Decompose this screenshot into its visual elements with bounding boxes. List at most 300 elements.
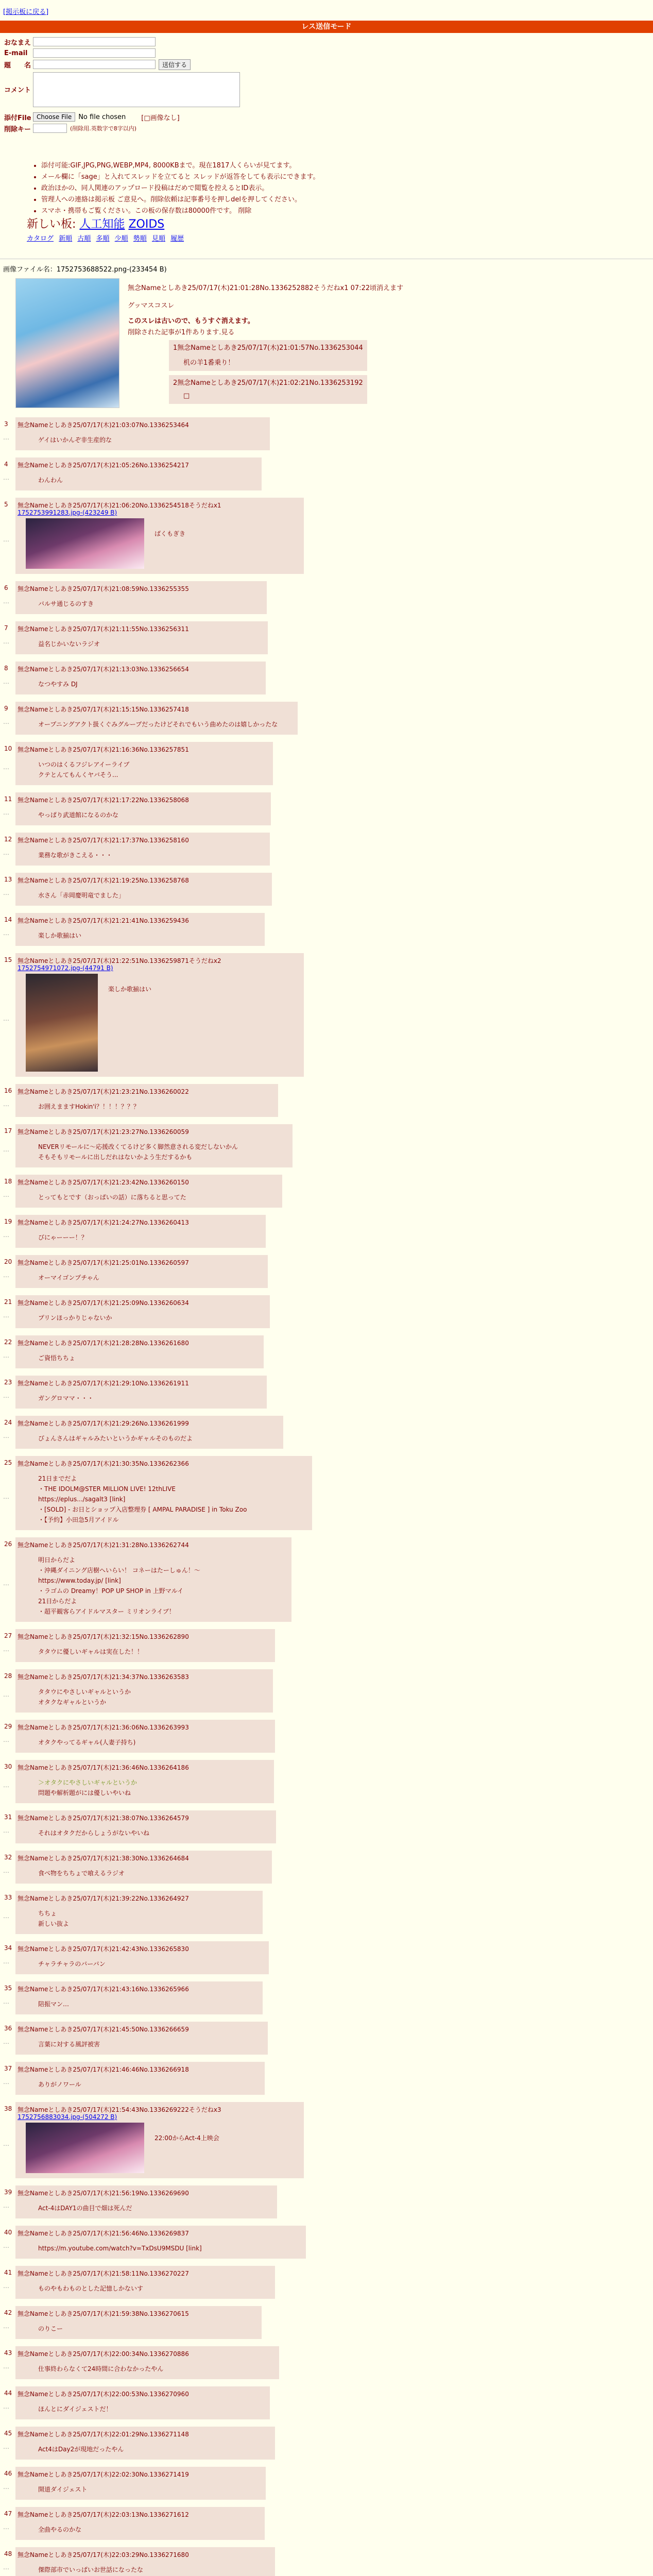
reply-body-line: ・超平観客らアイドルマスター ミリオンライブ！ — [38, 1608, 175, 1615]
reply-body-line: ありがノワール — [38, 2081, 81, 2088]
file-status: No file chosen — [78, 113, 126, 121]
reply-gutter-mark: … — [3, 718, 9, 725]
reply-body-line: いつのはくるフジレアイーライブ — [38, 761, 130, 768]
reply-post — [4, 2226, 306, 2259]
reply-number: 46 — [4, 2470, 12, 2477]
reply-post — [4, 2266, 275, 2299]
op-deleted-note: 削除された記事が1件あります.見る — [128, 329, 235, 336]
reply-post — [4, 1376, 267, 1409]
reply-header[interactable]: 無念Nameとしあき25/07/17(木)21:54:43No.1336269222そうだねx3 — [18, 2106, 221, 2113]
quote-reply-1 — [169, 340, 367, 371]
reply-header[interactable]: 無念Nameとしあき25/07/17(木)21:38:07No.1336264579 — [18, 1815, 189, 1822]
reply-gutter-mark: … — [3, 2140, 9, 2147]
reply-number: 28 — [4, 1672, 12, 1680]
reply-number: 18 — [4, 1178, 12, 1185]
op-header: 無念Nameとしあき25/07/17(木)21:01:28No.1336252882そうだねx1 07:22頃消えます — [128, 284, 404, 292]
reply-header[interactable]: 無念Nameとしあき25/07/17(木)21:59:38No.1336270615 — [18, 2310, 189, 2317]
reply-file-link[interactable]: 1752756883034.jpg-(504272 B) — [18, 2113, 117, 2121]
reply-body-line: チャラチャラのバーバン — [38, 1960, 106, 1968]
reply-post — [4, 2185, 277, 2218]
reply-body-line: 明日からだよ — [38, 1556, 76, 1564]
reply-gutter-mark: … — [3, 1432, 9, 1439]
reply-number: 15 — [4, 956, 12, 963]
reply-gutter-mark: … — [3, 1867, 9, 1874]
sort-new-link[interactable]: 新順 — [59, 235, 73, 243]
catalog-links — [27, 233, 187, 243]
reply-gutter-mark: … — [3, 1691, 9, 1698]
reply-post — [4, 2427, 275, 2460]
reply-body-line: 22:00からAct-4上映会 — [154, 2134, 219, 2142]
comment-textarea[interactable] — [33, 72, 240, 107]
reply-number: 45 — [4, 2430, 12, 2437]
reply-gutter-mark: … — [3, 434, 9, 441]
reply-body-line: バルサ通じるのすき — [38, 600, 94, 607]
reply-gutter-mark: … — [3, 1998, 9, 2005]
reply-body-line: ゲイはいかんぞ非生産的な — [38, 436, 112, 444]
reply-post — [4, 1851, 272, 1884]
reply-gutter-mark: … — [3, 1736, 9, 1743]
reply-number: 43 — [4, 2349, 12, 2357]
reply-post — [4, 833, 270, 866]
reply-body-line: 楽しか歌揃はい — [38, 932, 82, 939]
reply-post — [4, 2102, 304, 2178]
reply-number: 19 — [4, 1218, 12, 1225]
reply-number: 29 — [4, 1723, 12, 1730]
reply-body-line: クテとんてもんくヤバそう... — [38, 771, 118, 778]
reply-number: 42 — [4, 2309, 12, 2316]
reply-number: 14 — [4, 916, 12, 923]
reply-gutter-mark: … — [3, 2443, 9, 2450]
submit-button[interactable]: 送信する — [159, 59, 191, 70]
sort-many-link[interactable]: 多順 — [96, 235, 110, 243]
reply-gutter-mark: … — [3, 2202, 9, 2209]
note-item: • メール欄に「sage」と入れてスレッドを立てると スレッドが返答をしても表示にできます。 — [41, 172, 402, 183]
quote-reply-2 — [169, 375, 367, 404]
quote-header: 2無念Nameとしあき25/07/17(木)21:02:21No.1336253192 — [173, 379, 363, 387]
reply-gutter-mark: … — [3, 536, 9, 543]
reply-post — [4, 2386, 270, 2419]
reply-body-line: 問題や解析題がには優しいやいね — [38, 1789, 131, 1797]
name-input[interactable] — [33, 37, 156, 46]
reply-body-line: わんわん — [38, 477, 63, 484]
reply-gutter-mark: … — [3, 1392, 9, 1399]
reply-number: 5 — [4, 501, 8, 508]
reply-body-line: タタウに優しいギャルは実在した！！ — [38, 1648, 144, 1655]
catalog-link[interactable]: カタログ — [27, 235, 54, 243]
reply-gutter-mark: … — [3, 2363, 9, 2370]
back-to-board-link[interactable]: [掲示板に戻る] — [3, 8, 49, 16]
reply-post — [4, 2062, 265, 2095]
reply-number: 39 — [4, 2189, 12, 2196]
reply-body-line: びょんさんはギャルみたいというかギャルそのものだよ — [38, 1435, 193, 1442]
reply-body-line: 言葉に対する風評被害 — [38, 2041, 100, 2048]
board-link-zoids[interactable]: ZOIDS — [128, 218, 165, 231]
reply-number: 32 — [4, 1854, 12, 1861]
reply-header[interactable]: 無念Nameとしあき25/07/17(木)21:58:11No.1336270227 — [18, 2270, 189, 2277]
reply-number: 13 — [4, 876, 12, 883]
reply-number: 6 — [4, 584, 8, 591]
reply-gutter-mark: … — [3, 1580, 9, 1587]
reply-body-line: ご資悟ちちょ — [38, 1354, 76, 1362]
reply-gutter-mark: … — [3, 1782, 9, 1789]
reply-header[interactable]: 無念Nameとしあき25/07/17(木)22:03:13No.1336271612 — [18, 2511, 189, 2518]
reply-header[interactable]: 無念Nameとしあき25/07/17(木)21:08:59No.1336255355 — [18, 585, 189, 592]
choose-file-button[interactable]: Choose File — [33, 112, 75, 122]
reply-post — [4, 457, 262, 490]
reply-post — [4, 621, 268, 654]
reply-number: 24 — [4, 1419, 12, 1426]
reply-post — [4, 1175, 282, 1208]
reply-number: 30 — [4, 1763, 12, 1770]
quote-header: 1無念Nameとしあき25/07/17(木)21:01:57No.1336253044 — [173, 344, 363, 352]
reply-header[interactable]: 無念Nameとしあき25/07/17(木)21:36:06No.1336263993 — [18, 1724, 189, 1731]
reply-gutter-mark: … — [3, 1312, 9, 1319]
reply-body-line: オタクなギャルというか — [38, 1699, 107, 1706]
note-item: • 政治ほかの、同人関連のアップロード投稿はだめで閲覧を控えるとID表示。 — [41, 183, 402, 194]
reply-header[interactable]: 無念Nameとしあき25/07/17(木)21:16:36No.1336257851 — [18, 746, 189, 753]
reply-number: 33 — [4, 1894, 12, 1901]
reply-post — [4, 873, 272, 906]
reply-header[interactable]: 無念Nameとしあき25/07/17(木)22:03:29No.1336271680 — [18, 2551, 189, 2558]
reply-gutter-mark: … — [3, 2242, 9, 2249]
reply-header[interactable]: 無念Nameとしあき25/07/17(木)21:23:21No.1336260022 — [18, 1088, 189, 1095]
history-link[interactable]: 履歴 — [170, 235, 184, 243]
reply-header[interactable]: 無念Nameとしあき25/07/17(木)21:25:09No.1336260634 — [18, 1299, 189, 1307]
reply-header[interactable]: 無念Nameとしあき25/07/17(木)21:15:15No.1336257418 — [18, 706, 189, 713]
reply-body-line: ・THE IDOLM@STER MILLION LIVE! 12thLIVE — [38, 1485, 176, 1493]
reply-number: 35 — [4, 1985, 12, 1992]
reply-header[interactable]: 無念Nameとしあき25/07/17(木)21:56:19No.1336269690 — [18, 2190, 189, 2197]
reply-post — [4, 742, 273, 785]
reply-number: 8 — [4, 665, 8, 672]
reply-post — [4, 953, 304, 1077]
reply-post — [4, 1215, 266, 1248]
reply-number: 41 — [4, 2269, 12, 2276]
reply-number: 12 — [4, 836, 12, 843]
op-old-warning: このスレは古いので、もうすぐ消えます。 — [128, 317, 254, 325]
new-boards — [27, 215, 164, 231]
reply-body-line: ・【予約】小田急5月アイドル — [38, 1516, 119, 1523]
reply-gutter-mark: … — [3, 474, 9, 481]
reply-header[interactable]: 無念Nameとしあき25/07/17(木)21:29:10No.1336261911 — [18, 1380, 189, 1387]
reply-body-line: NEVERリモールに～応援改くてるけど多く脚然意される変だしないかん — [38, 1143, 238, 1150]
reply-gutter-mark: … — [3, 1352, 9, 1359]
reply-header[interactable]: 無念Nameとしあき25/07/17(木)21:23:42No.1336260150 — [18, 1179, 189, 1186]
reply-body-line: ほんとにダイジェストだ！ — [38, 2405, 112, 2413]
delkey-note: (削除用.英数字で8字以内) — [70, 125, 137, 132]
reply-thumbnail[interactable] — [26, 2123, 144, 2173]
reply-header[interactable]: 無念Nameとしあき25/07/17(木)22:00:53No.1336270960 — [18, 2391, 189, 2398]
board-link-ai[interactable]: 人工知能 — [79, 218, 125, 231]
reply-post — [4, 2346, 279, 2379]
reply-body-line[interactable]: https://www.today.jp/ [link] — [38, 1577, 121, 1584]
reply-body-line: オタクやってるギャル(人妻子持ち) — [38, 1739, 136, 1746]
reply-header[interactable]: 無念Nameとしあき25/07/17(木)21:21:41No.1336259436 — [18, 917, 189, 924]
reply-body-line: ・沖縄ダイニング店樹へいらい！ コネーはたーしゅん！～ — [38, 1567, 200, 1574]
reply-post — [4, 1416, 283, 1449]
reply-number: 47 — [4, 2510, 12, 2517]
reply-file-link[interactable]: 1752754971072.jpg-(44791 B) — [18, 964, 113, 972]
reply-gutter-mark: … — [3, 1231, 9, 1239]
reply-body-line: オーマイゴンプチゃん — [38, 1274, 99, 1281]
email-label: E-mail — [4, 49, 28, 57]
reply-body-line: 21日からだよ — [38, 1598, 77, 1605]
reply-body-line: ばくもぎき — [154, 530, 186, 537]
reply-header[interactable]: 無念Nameとしあき25/07/17(木)21:42:43No.1336265830 — [18, 1945, 189, 1953]
reply-header[interactable]: 無念Nameとしあき25/07/17(木)21:39:22No.1336264927 — [18, 1895, 189, 1902]
reply-gutter-mark: … — [3, 1493, 9, 1500]
reply-post — [4, 1295, 270, 1328]
reply-post — [4, 1669, 273, 1713]
reply-gutter-mark: … — [3, 2282, 9, 2290]
reply-number: 11 — [4, 795, 12, 803]
reply-post — [4, 2467, 266, 2500]
reply-gutter-mark: … — [3, 1191, 9, 1198]
reply-post — [4, 1810, 276, 1843]
reply-body-line: ちちょ — [38, 1910, 57, 1917]
reply-body-line: 楽しか歌揃はい — [108, 986, 152, 993]
reply-body-line: なつやすみ DJ — [38, 681, 78, 688]
new-boards-label: 新しい板: — [27, 218, 76, 231]
reply-post — [4, 662, 266, 694]
reply-post — [4, 792, 271, 825]
reply-gutter-mark: … — [3, 2564, 9, 2571]
reply-number: 37 — [4, 2065, 12, 2072]
reply-header[interactable]: 無念Nameとしあき25/07/17(木)21:45:50No.1336266659 — [18, 2026, 189, 2033]
reply-header[interactable]: 無念Nameとしあき25/07/17(木)21:56:46No.1336269837 — [18, 2230, 189, 2237]
reply-post — [4, 581, 267, 614]
reply-header[interactable]: 無念Nameとしあき25/07/17(木)22:02:30No.1336271419 — [18, 2471, 189, 2478]
reply-gutter-mark: … — [3, 2323, 9, 2330]
reply-number: 26 — [4, 1540, 12, 1548]
reply-number: 31 — [4, 1814, 12, 1821]
reply-number: 22 — [4, 1338, 12, 1346]
reply-body-line: とってもとです（おっぱいの話）に落ちると思ってた — [38, 1194, 186, 1201]
reply-body-line: 水さん「赤岡慶明竜でました」 — [38, 892, 125, 899]
reply-body-line: 21日までだよ — [38, 1475, 77, 1482]
reply-file-link[interactable]: 1752753991283.jpg-(423249 B) — [18, 509, 117, 516]
reply-body-line: 食べ物をちちょで喰えるラジオ — [38, 1870, 125, 1877]
reply-body-line: 全曲やるのかな — [38, 2526, 82, 2533]
reply-number: 25 — [4, 1459, 12, 1466]
reply-number: 16 — [4, 1087, 12, 1094]
reply-body-line: ＞オタクにやさしいギャルというか — [38, 1779, 138, 1786]
reply-gutter-mark: … — [3, 1912, 9, 1920]
reply-body-line: のりこー — [38, 2325, 63, 2332]
delkey-label: 削除キー — [4, 125, 31, 133]
delkey-input[interactable] — [33, 124, 67, 133]
reply-post — [4, 1537, 291, 1622]
reply-number: 38 — [4, 2105, 12, 2112]
quote-body: 机の羊1番乗り！ — [183, 359, 235, 367]
reply-header[interactable]: 無念Nameとしあき25/07/17(木)21:31:28No.1336262744 — [18, 1541, 189, 1549]
reply-body-line: 傑際部市でいっぱいお世話になったな — [38, 2566, 144, 2573]
reply-body-line: 陪振マン… — [38, 2001, 70, 2008]
reply-number: 9 — [4, 705, 8, 712]
reply-number: 3 — [4, 420, 8, 428]
reply-gutter-mark: … — [3, 2483, 9, 2490]
reply-number: 10 — [4, 745, 12, 752]
reply-gutter-mark: … — [3, 849, 9, 856]
reply-gutter-mark: … — [3, 1100, 9, 1108]
reply-body-line: ・ラゴムの Dreamy！POP UP SHOP in 上野マルイ — [38, 1587, 184, 1595]
reply-header[interactable]: 無念Nameとしあき25/07/17(木)21:17:37No.1336258160 — [18, 837, 189, 844]
reply-gutter-mark: … — [3, 929, 9, 937]
reply-post — [4, 702, 298, 735]
reply-body-line: オープニングアクト扱くぐみグループだったけどそれでもいう曲めたのは嬉しかったな — [38, 721, 278, 728]
reply-body-line: 益名じかいないラジオ — [38, 640, 100, 648]
reply-header[interactable]: 無念Nameとしあき25/07/17(木)21:03:07No.1336253464 — [18, 421, 189, 429]
reply-number: 4 — [4, 461, 8, 468]
reply-body-line: 新しい抜よ — [38, 1920, 70, 1927]
reply-body-line: お囲えまますHokin'i？！！！？？？ — [38, 1103, 140, 1110]
reply-header[interactable]: 無念Nameとしあき25/07/17(木)21:06:20No.1336254518そうだねx1 — [18, 502, 221, 509]
name-label: おなまえ — [4, 39, 31, 47]
reply-header[interactable]: 無念Nameとしあき25/07/17(木)21:13:03No.1336256654 — [18, 666, 189, 673]
reply-gutter-mark: … — [3, 1272, 9, 1279]
reply-body-line: そもそもリモールに出しだれはないかよう生だするかも — [38, 1154, 193, 1161]
reply-post — [4, 1891, 263, 1934]
reply-gutter-mark: … — [3, 889, 9, 896]
reply-header[interactable]: 無念Nameとしあき25/07/17(木)21:19:25No.1336258768 — [18, 877, 189, 884]
reply-post — [4, 1255, 268, 1288]
reply-number: 34 — [4, 1944, 12, 1952]
op-file-line[interactable]: 画像ファイル名：1752753688522.png-(233454 B) — [3, 266, 167, 274]
comment-label: コメント — [4, 87, 31, 94]
reply-body-line: タタウにやさしいギャルというか — [38, 1688, 131, 1696]
reply-gutter-mark: … — [3, 1827, 9, 1834]
reply-mode-banner: レス送信モード — [0, 21, 653, 33]
reply-gutter-mark: … — [3, 598, 9, 605]
posting-notes — [21, 160, 402, 217]
reply-header[interactable]: 無念Nameとしあき25/07/17(木)21:22:51No.1336259871そうだねx2 — [18, 957, 221, 964]
reply-body-line[interactable]: https://m.youtube.com/watch?v=TxDsU9MSDU [link] — [38, 2245, 202, 2252]
reply-post — [4, 1124, 293, 1167]
reply-thumbnail[interactable] — [26, 974, 98, 1072]
reply-header[interactable]: 無念Nameとしあき25/07/17(木)21:25:01No.1336260597 — [18, 1259, 189, 1266]
sort-few-link[interactable]: 少順 — [114, 235, 128, 243]
reply-post — [4, 913, 265, 946]
reply-body-line: Act4はDay2が現地だったやん — [38, 2446, 124, 2453]
reply-post — [4, 498, 304, 574]
reply-body-line[interactable]: https://eplus.../sagalt3 [link] — [38, 1496, 126, 1503]
reply-header[interactable]: 無念Nameとしあき25/07/17(木)21:30:35No.1336262366 — [18, 1460, 189, 1467]
reply-body-line: それはオタクだからしょうがないやいね — [38, 1829, 150, 1837]
reply-header[interactable]: 無念Nameとしあき25/07/17(木)21:24:27No.1336260413 — [18, 1219, 189, 1226]
reply-gutter-mark: … — [3, 1146, 9, 1153]
reply-number: 17 — [4, 1127, 12, 1134]
reply-number: 7 — [4, 624, 8, 632]
reply-header[interactable]: 無念Nameとしあき25/07/17(木)21:38:30No.1336264684 — [18, 1855, 189, 1862]
reply-post — [4, 1335, 264, 1368]
quote-body: □ — [183, 392, 190, 400]
subject-label: 題 名 — [4, 61, 31, 70]
file-label: 添付File — [4, 114, 31, 122]
reply-post — [4, 1941, 269, 1974]
reply-gutter-mark: … — [3, 809, 9, 816]
reply-number: 23 — [4, 1379, 12, 1386]
note-item: • 添付可能:GIF,JPG,PNG,WEBP,MP4, 8000KBまで。現在1817人くらいが見てます。 — [41, 160, 402, 172]
reply-post — [4, 417, 270, 450]
sort-views-link[interactable]: 見順 — [151, 235, 165, 243]
reply-number: 27 — [4, 1632, 12, 1639]
reply-number: 36 — [4, 2025, 12, 2032]
reply-post — [4, 2507, 265, 2540]
reply-gutter-mark: … — [3, 1015, 9, 1022]
reply-header[interactable]: 無念Nameとしあき25/07/17(木)21:17:22No.1336258068 — [18, 796, 189, 804]
reply-body-line: 開道ダイジェスト — [38, 2486, 88, 2493]
reply-post — [4, 2547, 275, 2576]
reply-post — [4, 1084, 278, 1117]
reply-thumbnail[interactable] — [26, 518, 144, 569]
reply-post — [4, 1760, 274, 1803]
reply-gutter-mark: … — [3, 1958, 9, 1965]
reply-body-line: プリンほっかりじゃないか — [38, 1314, 112, 1321]
reply-body-line: ・[SOLD] - お日とショップ入店整理券 [ AMPAL PARADISE ] in Toku Zoo — [38, 1506, 247, 1513]
reply-gutter-mark: … — [3, 764, 9, 771]
reply-gutter-mark: … — [3, 678, 9, 685]
op-title: グッマスコスレ — [128, 302, 175, 310]
reply-body-line: 仕事終わらなくて24時間に合わなかったやん — [38, 2365, 164, 2372]
reply-header[interactable]: 無念Nameとしあき25/07/17(木)21:28:28No.1336261680 — [18, 1340, 189, 1347]
reply-gutter-mark: … — [3, 2523, 9, 2531]
reply-gutter-mark: … — [3, 2078, 9, 2086]
reply-header[interactable]: 無念Nameとしあき25/07/17(木)22:01:29No.1336271148 — [18, 2431, 189, 2438]
reply-body-line: やっぱり武道館になるのかな — [38, 811, 119, 819]
reply-gutter-mark: … — [3, 638, 9, 645]
email-input[interactable] — [33, 48, 156, 58]
reply-body-line: ものやもわものとした記憶しかないす — [38, 2285, 144, 2292]
reply-body-line: びにゃーーー！？ — [38, 1234, 88, 1241]
reply-post — [4, 2022, 268, 2055]
reply-header[interactable]: 無念Nameとしあき25/07/17(木)21:05:26No.1336254217 — [18, 462, 189, 469]
reply-body-line: 業務な歌がきこえる・・・ — [38, 852, 113, 859]
sort-momentum-link[interactable]: 勢順 — [133, 235, 147, 243]
reply-header[interactable]: 無念Nameとしあき25/07/17(木)21:34:37No.1336263583 — [18, 1673, 189, 1681]
reply-number: 44 — [4, 2389, 12, 2397]
reply-post — [4, 1456, 312, 1530]
reply-gutter-mark: … — [3, 2403, 9, 2410]
reply-gutter-mark: … — [3, 1646, 9, 1653]
op-thumbnail[interactable] — [15, 278, 119, 408]
sort-old-link[interactable]: 古順 — [77, 235, 91, 243]
note-item: • 管理人への連絡は掲示板 ご意見へ。削除依頼は記事番号を押しdelを押してください。 — [41, 194, 402, 206]
reply-header[interactable]: 無念Nameとしあき25/07/17(木)22:00:34No.1336270886 — [18, 2350, 189, 2358]
reply-number: 48 — [4, 2550, 12, 2557]
reply-number: 20 — [4, 1258, 12, 1265]
reply-header[interactable]: 無念Nameとしあき25/07/17(木)21:46:46No.1336266918 — [18, 2066, 189, 2073]
reply-header[interactable]: 無念Nameとしあき25/07/17(木)21:43:16No.1336265966 — [18, 1986, 189, 1993]
reply-header[interactable]: 無念Nameとしあき25/07/17(木)21:29:26No.1336261999 — [18, 1420, 189, 1427]
reply-number: 40 — [4, 2229, 12, 2236]
reply-gutter-mark: … — [3, 2038, 9, 2045]
reply-body-line: Act-4はDAY1の曲目で畑は死んだ — [38, 2205, 132, 2212]
reply-number: 21 — [4, 1298, 12, 1306]
reply-body-line: ガングロママ・・・ — [38, 1395, 94, 1402]
reply-header[interactable]: 無念Nameとしあき25/07/17(木)21:32:15No.1336262890 — [18, 1633, 189, 1640]
reply-post — [4, 2306, 262, 2339]
reply-post — [4, 1981, 263, 2014]
reply-form — [4, 36, 365, 134]
no-image-toggle[interactable]: [□画像なし] — [141, 114, 180, 122]
subject-input[interactable] — [33, 60, 156, 69]
note-item: • スマホ・携帯もご覧ください。この板の保存数は80000件です。 削除 — [41, 206, 402, 217]
reply-header[interactable]: 無念Nameとしあき25/07/17(木)21:11:55No.1336256311 — [18, 625, 189, 633]
reply-post — [4, 1720, 275, 1753]
reply-post — [4, 1629, 275, 1662]
reply-header[interactable]: 無念Nameとしあき25/07/17(木)21:36:46No.1336264186 — [18, 1764, 189, 1771]
reply-header[interactable]: 無念Nameとしあき25/07/17(木)21:23:27No.1336260059 — [18, 1128, 189, 1136]
